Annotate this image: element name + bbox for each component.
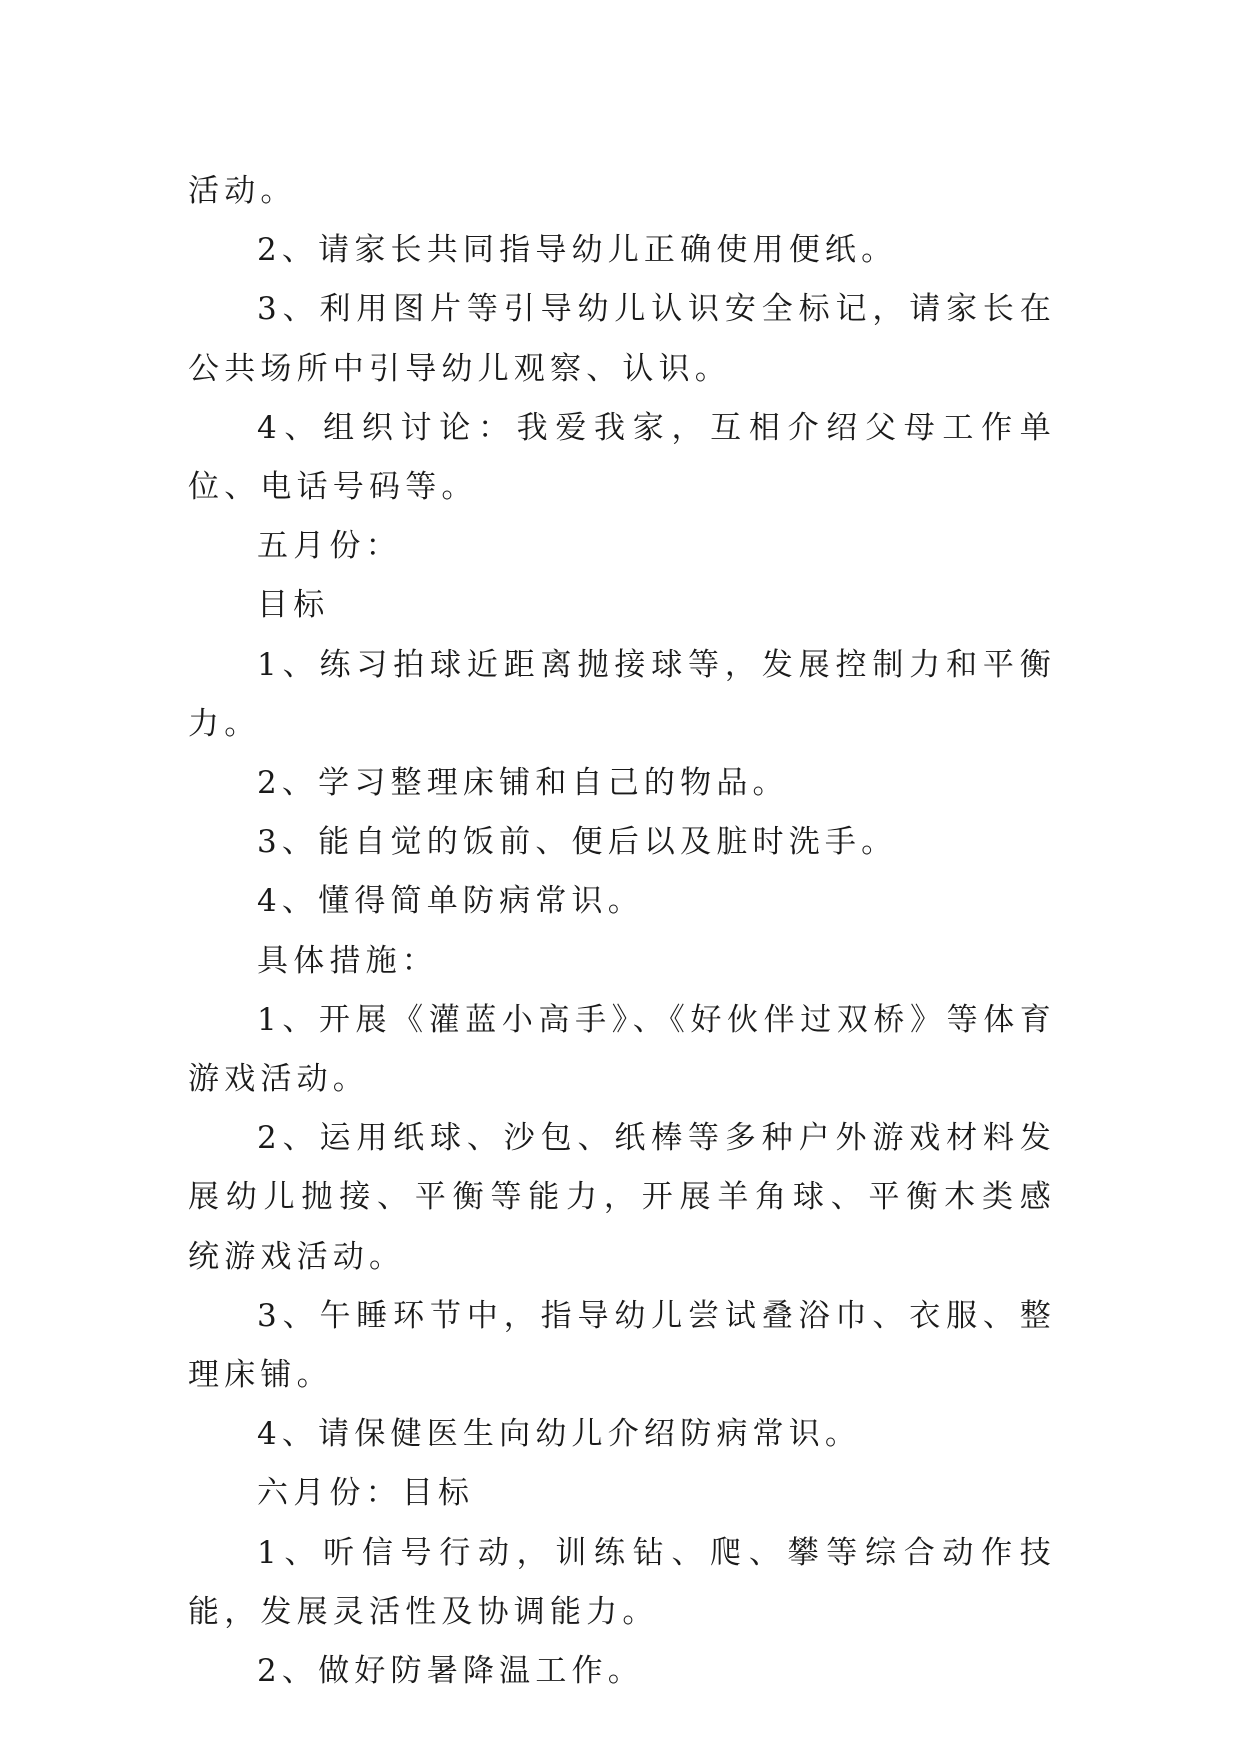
heading-june-goals: 六月份：目标: [257, 1475, 475, 1512]
paragraph-april-item-3: 3、利用图片等引导幼儿认识安全标记，请家长在公共场所中引导幼儿观察、认识。: [188, 291, 1056, 387]
heading-may: 五月份：: [257, 528, 402, 565]
heading-may-goals: 目标: [257, 587, 330, 624]
paragraph-june-goal-2: 2、做好防暑降温工作。: [257, 1653, 644, 1690]
paragraph-june-goal-1: 1、听信号行动，训练钻、爬、攀等综合动作技能，发展灵活性及协调能力。: [188, 1534, 1056, 1630]
paragraph-may-goal-1: 1、练习拍球近距离抛接球等，发展控制力和平衡力。: [188, 646, 1056, 742]
paragraph-may-measure-4: 4、请保健医生向幼儿介绍防病常识。: [257, 1416, 862, 1453]
document-body: [188, 162, 1056, 1701]
paragraph-may-goal-4: 4、懂得简单防病常识。: [257, 883, 644, 920]
paragraph-may-measure-2: 2、运用纸球、沙包、纸棒等多种户外游戏材料发展幼儿抛接、平衡等能力，开展羊角球、平衡木类感统游戏活动。: [188, 1120, 1056, 1275]
paragraph-april-item-4: 4、组织讨论：我爱我家，互相介绍父母工作单位、电话号码等。: [188, 409, 1056, 506]
paragraph-april-item-2: 2、请家长共同指导幼儿正确使用便纸。: [257, 232, 898, 269]
paragraph-may-goal-2: 2、学习整理床铺和自己的物品。: [257, 765, 789, 802]
paragraph-continuation: 活动。: [188, 173, 297, 209]
paragraph-may-measure-1: 1、开展《灌蓝小高手》、《好伙伴过双桥》等体育游戏活动。: [188, 1001, 1056, 1098]
paragraph-may-measure-3: 3、午睡环节中，指导幼儿尝试叠浴巾、衣服、整理床铺。: [188, 1297, 1056, 1394]
paragraph-may-goal-3: 3、能自觉的饭前、便后以及脏时洗手。: [257, 824, 898, 861]
heading-may-measures: 具体措施：: [257, 942, 438, 979]
